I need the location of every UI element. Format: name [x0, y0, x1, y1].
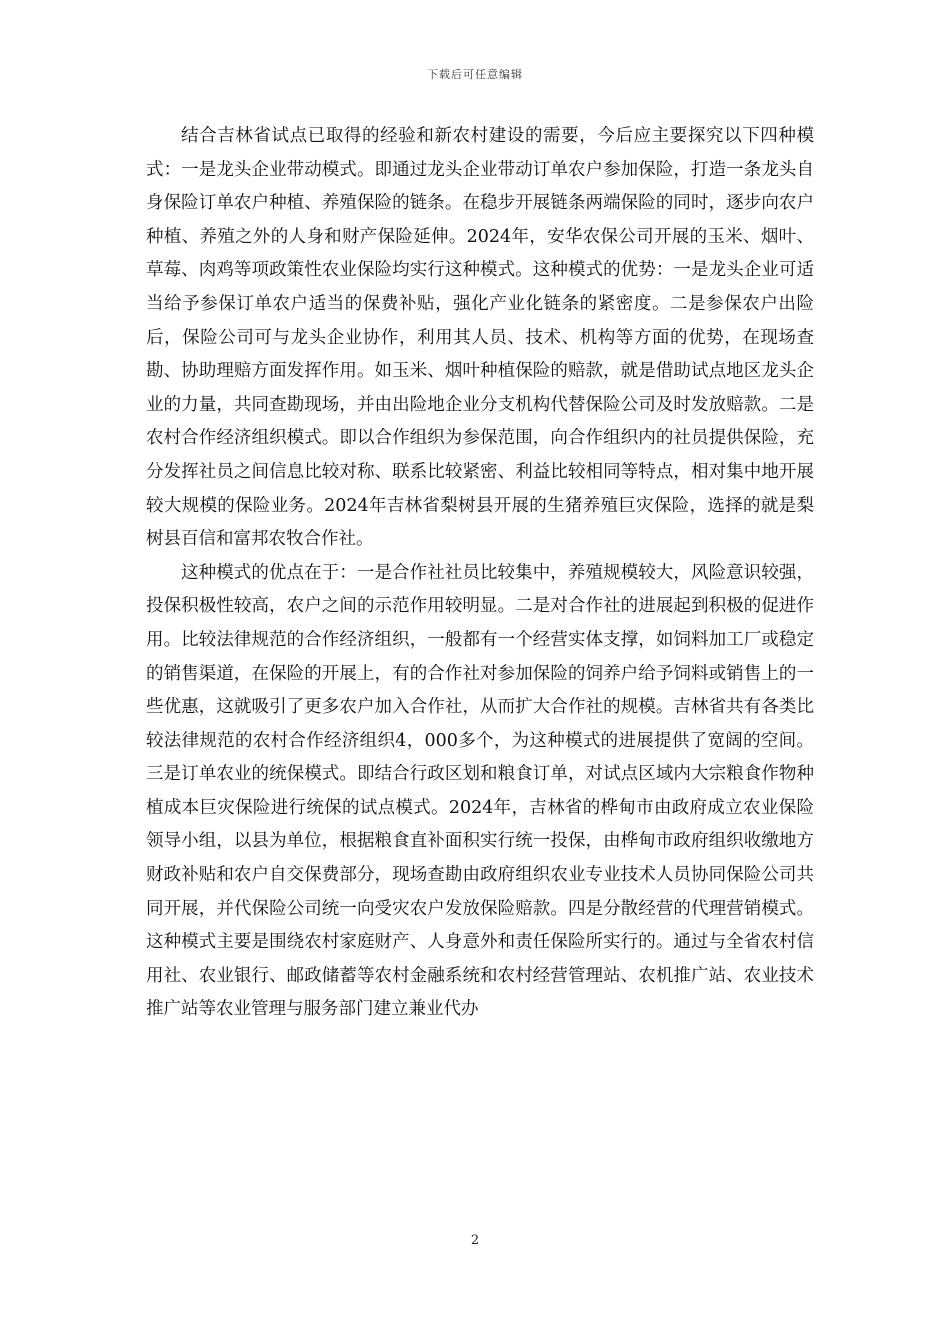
page-header: 下载后可任意编辑 — [427, 68, 523, 81]
paragraph-2: 这种模式的优点在于：一是合作社社员比较集中，养殖规模较大，风险意识较强，投保积极性较高，农户之间的示范作用较明显。二是对合作社的进展起到积极的促进作用。比较法律规范的合作经济组织，一般都有一个经营实体支撑，如饲料加工厂或稳定的销售渠道，在保险的开展上，有的合作社对参加保险的饲养户给予饲料或销售上的一些优惠，这就吸引了更多农户加入合作社，从而扩大合作社的规模。吉林省共有各类比较法律规范的农村合作经济组织4，000多个，为这种模式的进展提供了宽阔的空间。三是订单农业的统保模式。即结合行政区划和粮食订单，对试点区域内大宗粮食作物种植成本巨灾保险进行统保的试点模式。2024年，吉林省的桦甸市由政府成立农业保险领导小组，以县为单位，根据粮食直补面积实行统一投保，由桦甸市政府组织收缴地方财政补贴和农户自交保费部分，现场查勘由政府组织农业专业技术人员协同保险公司共同开展，并代保险公司统一向受灾农户发放保险赔款。四是分散经营的代理营销模式。这种模式主要是围绕农村家庭财产、人身意外和责任保险所实行的。通过与全省农村信用社、农业银行、邮政储蓄等农村金融系统和农村经营管理站、农机推广站、农业技术推广站等农业管理与服务部门建立兼业代办 — [146, 562, 814, 1020]
page-number: 2 — [470, 1233, 480, 1248]
document-body — [146, 120, 814, 1027]
paragraph-1: 结合吉林省试点已取得的经验和新农村建设的需要，今后应主要探究以下四种模式：一是龙头企业带动模式。即通过龙头企业带动订单农户参加保险，打造一条龙头自身保险订单农户种植、养殖保险的链条。在稳步开展链条两端保险的同时，逐步向农户种植、养殖之外的人身和财产保险延伸。2024年，安华农保公司开展的玉米、烟叶、草莓、肉鸡等项政策性农业保险均实行这种模式。这种模式的优势：一是龙头企业可适当给予参保订单农户适当的保费补贴，强化产业化链条的紧密度。二是参保农户出险后，保险公司可与龙头企业协作，利用其人员、技术、机构等方面的优势，在现场查勘、协助理赔方面发挥作用。如玉米、烟叶种植保险的赔款，就是借助试点地区龙头企业的力量，共同查勘现场，并由出险地企业分支机构代替保险公司及时发放赔款。二是农村合作经济组织模式。即以合作组织为参保范围，向合作组织内的社员提供保险，充分发挥社员之间信息比较对称、联系比较紧密、利益比较相同等特点，相对集中地开展较大规模的保险业务。2024年吉林省梨树县开展的生猪养殖巨灾保险，选择的就是梨树县百信和富邦农牧合作社。 — [146, 126, 814, 550]
